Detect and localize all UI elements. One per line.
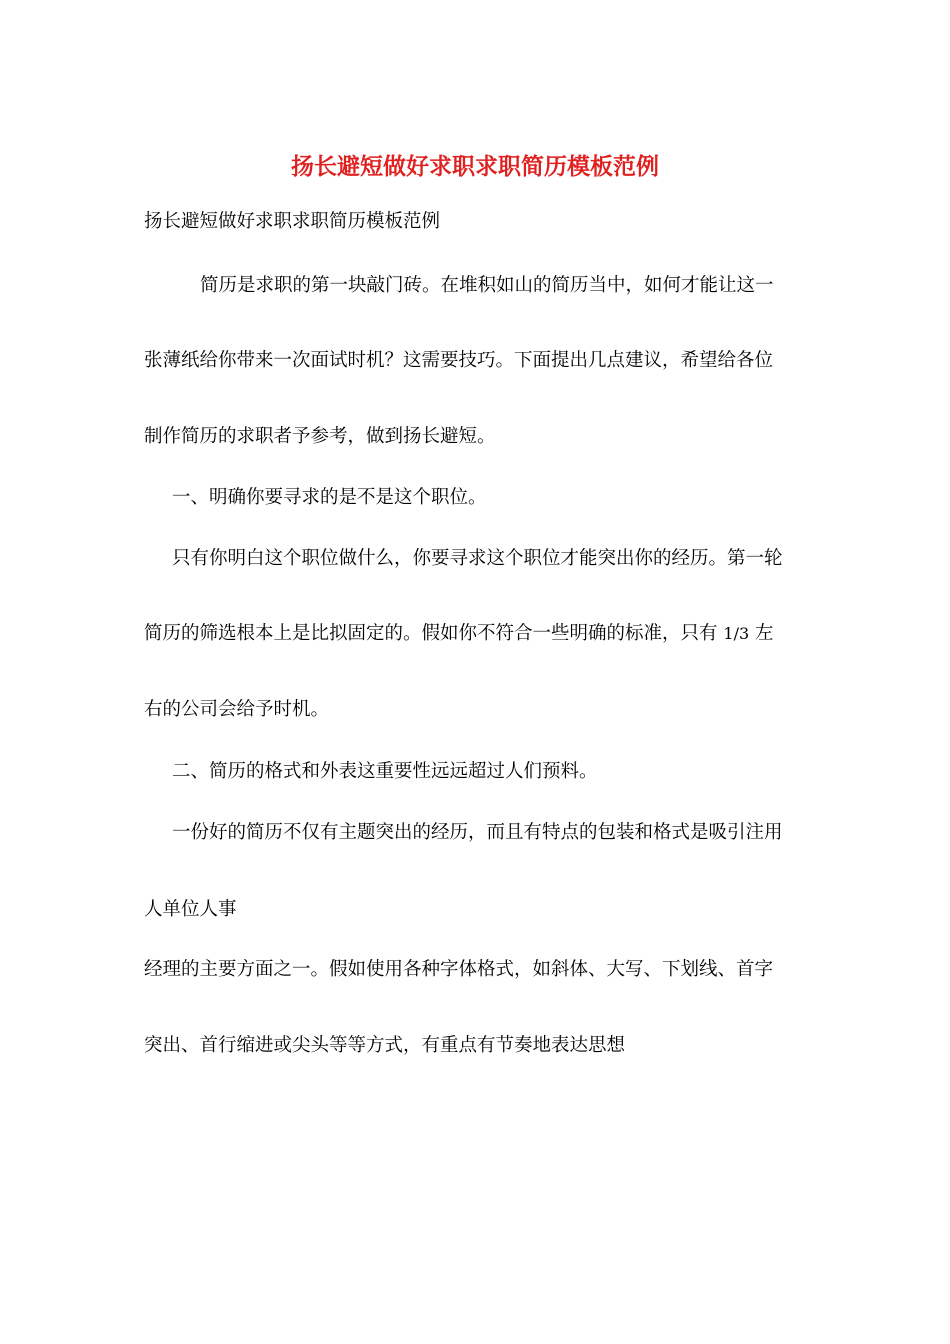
section1-line-1: 只有你明白这个职位做什么，你要寻求这个职位才能突出你的经历。第一轮 bbox=[172, 548, 783, 569]
section2-line-2: 人单位人事 bbox=[144, 899, 237, 920]
section1-line-2 bbox=[144, 620, 774, 648]
intro-line-3: 制作简历的求职者予参考，做到扬长避短。 bbox=[144, 426, 496, 447]
section2-line-4: 突出、首行缩进或尖头等等方式，有重点有节奏地表达思想 bbox=[144, 1035, 626, 1056]
document-subtitle: 扬长避短做好求职求职简历模板范例 bbox=[144, 211, 441, 232]
section1-heading: 一、明确你要寻求的是不是这个职位。 bbox=[172, 487, 487, 508]
fraction-value: 1/3 bbox=[723, 624, 750, 643]
document-title: 扬长避短做好求职求职简历模板范例 bbox=[291, 153, 659, 180]
section1-line-2-text: 简历的筛选根本上是比拟固定的。假如你不符合一些明确的标准，只有 bbox=[144, 623, 718, 644]
section1-line-2-end: 左 bbox=[755, 623, 774, 644]
intro-line-2: 张薄纸给你带来一次面试时机？这需要技巧。下面提出几点建议，希望给各位 bbox=[144, 350, 774, 371]
section2-heading: 二、简历的格式和外表这重要性远远超过人们预料。 bbox=[172, 761, 598, 782]
section2-line-1: 一份好的简历不仅有主题突出的经历，而且有特点的包装和格式是吸引注用 bbox=[172, 822, 783, 843]
section2-line-3: 经理的主要方面之一。假如使用各种字体格式，如斜体、大写、下划线、首字 bbox=[144, 959, 774, 980]
section1-line-3: 右的公司会给予时机。 bbox=[144, 699, 330, 720]
intro-line-1: 简历是求职的第一块敲门砖。在堆积如山的简历当中，如何才能让这一 bbox=[200, 275, 774, 296]
